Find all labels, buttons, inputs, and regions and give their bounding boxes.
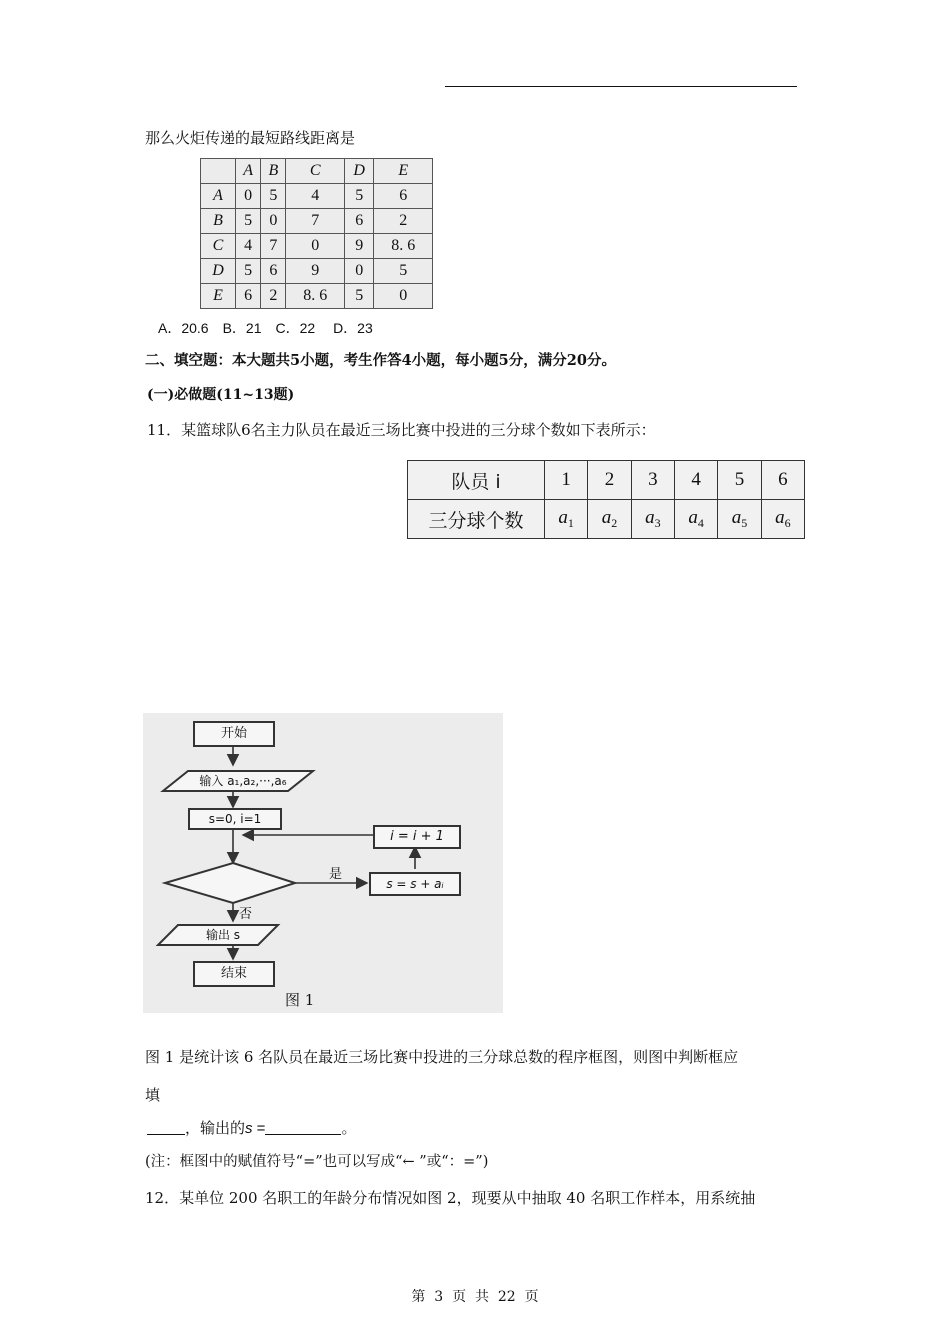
table-cell: 4 (286, 184, 345, 209)
table-header-row (201, 159, 433, 184)
table-row (201, 259, 433, 284)
table-row (408, 461, 805, 500)
input-label: 输入 a₁,a₂,···,a₆ (199, 774, 287, 788)
subscript: 1 (567, 516, 574, 530)
text-fragment: = (252, 1120, 266, 1137)
table-cell: 6 (236, 284, 261, 309)
table-cell: E (374, 159, 433, 184)
var-a: a (731, 507, 742, 528)
table-cell: 6 (261, 259, 286, 284)
table-cell: 2 (374, 209, 433, 234)
table-cell: 6 (345, 209, 374, 234)
table-row (201, 234, 433, 259)
var-a: a (558, 507, 568, 528)
answer-blank (265, 1120, 341, 1135)
three-pointer-table (407, 460, 805, 539)
table-cell: 5 (345, 184, 374, 209)
table-cell: 9 (286, 259, 345, 284)
table-cell: 4 (236, 234, 261, 259)
var-s: s (245, 1120, 253, 1137)
table-cell: A (236, 159, 261, 184)
answer-blank-line (445, 86, 797, 87)
table-cell: 5 (345, 284, 374, 309)
subscript: 6 (784, 516, 791, 530)
question-11-text-line-1: 图 1 是统计该 6 名队员在最近三场比赛中投进的三分球总数的程序框图，则图中判断框应 (145, 1048, 739, 1066)
table-cell: 5 (236, 209, 261, 234)
flowchart-figure (143, 713, 503, 1013)
table-cell: 6 (761, 461, 804, 500)
table-cell: 7 (286, 209, 345, 234)
table-cell (588, 500, 631, 539)
start-box: 开始 (193, 721, 275, 747)
table-cell: 5 (718, 461, 761, 500)
subscript: 3 (654, 516, 661, 530)
table-cell: 0 (236, 184, 261, 209)
table-cell: D (201, 259, 236, 284)
table-row (201, 209, 433, 234)
var-a: a (688, 507, 698, 528)
subscript: 5 (741, 516, 748, 530)
section-subheading: (一)必做题(11~13题) (147, 387, 295, 403)
table-cell: E (201, 284, 236, 309)
var-a: a (645, 507, 655, 528)
init-box: s=0, i=1 (188, 808, 282, 830)
table-cell: 2 (261, 284, 286, 309)
table-cell: 5 (374, 259, 433, 284)
table-cell: 1 (545, 461, 588, 500)
text-fragment: 。 (341, 1119, 357, 1137)
figure-caption: 图 1 (285, 991, 315, 1009)
table-cell (201, 159, 236, 184)
table-cell (408, 500, 545, 539)
table-cell: 3 (631, 461, 674, 500)
question-11-text-line-2: 填 (145, 1086, 161, 1104)
table-row (201, 284, 433, 309)
table-cell: C (286, 159, 345, 184)
subscript: 4 (697, 516, 704, 530)
question-11-note: (注：框图中的赋值符号“=”也可以写成“← ”或“：=”) (145, 1154, 489, 1170)
increment-box: i = i + 1 (373, 825, 461, 849)
row-label-player: 队员 i (451, 470, 501, 493)
page-footer: 第 3 页 共 22 页 (411, 1289, 539, 1305)
question-12-stem: 12．某单位 200 名职工的年龄分布情况如图 2，现要从中抽取 40 名职工作样本，用系统抽 (145, 1189, 756, 1207)
text-fragment: ，输出的 (185, 1119, 246, 1137)
table-cell: 0 (286, 234, 345, 259)
table-cell (761, 500, 804, 539)
table-cell: 8. 6 (286, 284, 345, 309)
table-cell (545, 500, 588, 539)
table-row (201, 184, 433, 209)
question-11-text-line-3 (147, 1118, 356, 1139)
answer-blank (147, 1120, 185, 1135)
table-cell: 9 (345, 234, 374, 259)
table-row (408, 500, 805, 539)
table-cell (674, 500, 717, 539)
table-cell: 5 (261, 184, 286, 209)
table-cell (631, 500, 674, 539)
accumulate-box: s = s + aᵢ (369, 872, 461, 896)
table-cell: 7 (261, 234, 286, 259)
subscript: 2 (611, 516, 618, 530)
table-cell (718, 500, 761, 539)
section-heading: 二、填空题：本大题共5小题，考生作答4小题，每小题5分，满分20分。 (145, 352, 616, 369)
table-cell: 6 (374, 184, 433, 209)
question-10-stem: 那么火炬传递的最短路线距离是 (145, 129, 356, 147)
table-cell: B (261, 159, 286, 184)
table-cell: 5 (236, 259, 261, 284)
table-cell: D (345, 159, 374, 184)
question-11-stem: 11．某篮球队6名主力队员在最近三场比赛中投进的三分球个数如下表所示： (147, 421, 656, 439)
table-cell: 0 (345, 259, 374, 284)
table-cell: 8. 6 (374, 234, 433, 259)
table-cell (408, 461, 545, 500)
table-cell: A (201, 184, 236, 209)
var-a: a (775, 507, 785, 528)
no-label: 否 (239, 907, 253, 922)
end-box: 结束 (193, 961, 275, 987)
table-cell: 0 (374, 284, 433, 309)
table-cell: 4 (674, 461, 717, 500)
table-cell: C (201, 234, 236, 259)
row-label-count: 三分球个数 (428, 509, 524, 532)
decision-diamond (165, 863, 295, 903)
yes-label: 是 (329, 867, 343, 882)
table-cell: 2 (588, 461, 631, 500)
question-10-options: A．20.6 B．21 C．22 D．23 (158, 320, 373, 336)
output-label: 输出 s (205, 928, 241, 942)
distance-table (200, 158, 433, 309)
table-cell: 0 (261, 209, 286, 234)
var-a: a (601, 507, 612, 528)
table-cell: B (201, 209, 236, 234)
